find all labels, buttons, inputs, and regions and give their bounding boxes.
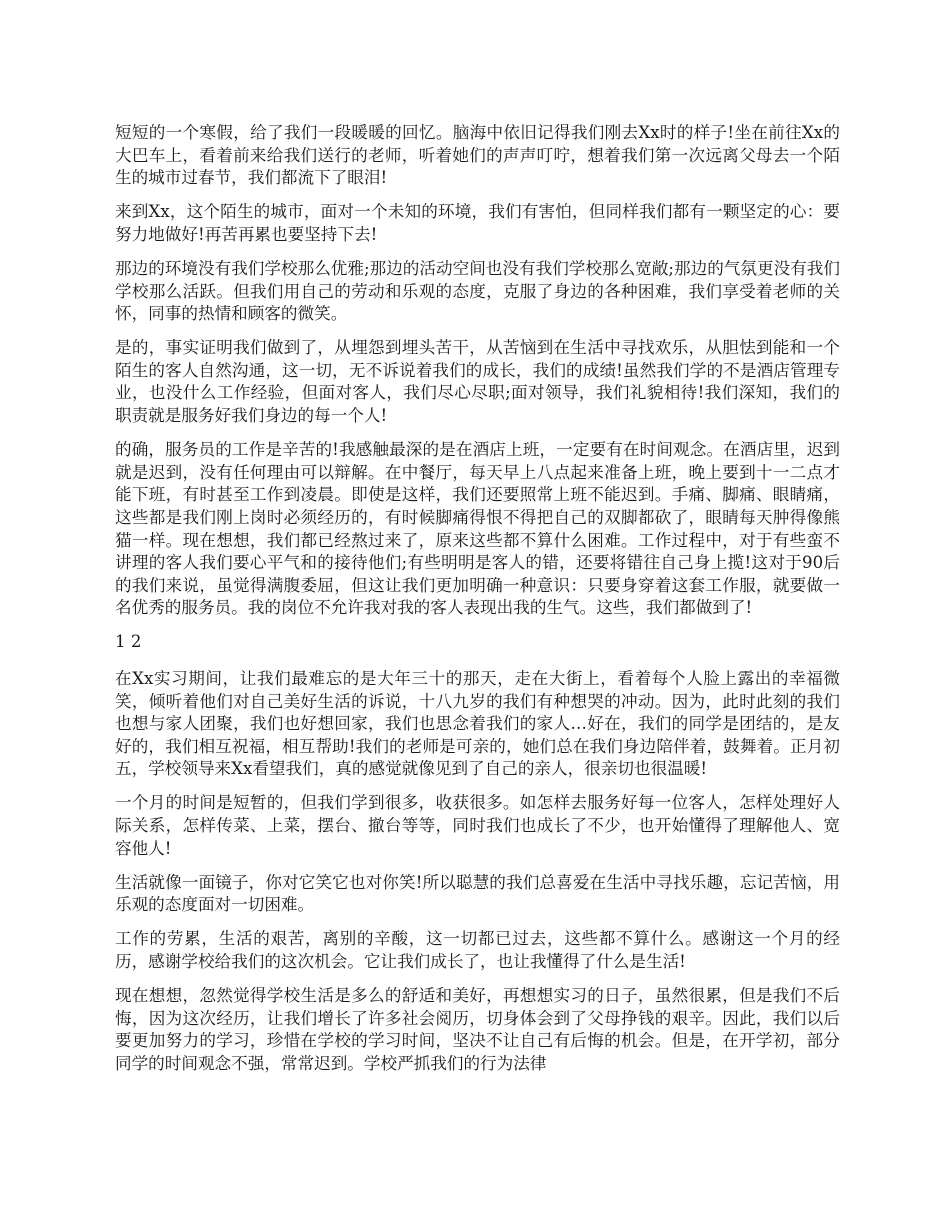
paragraph: 一个月的时间是短暂的，但我们学到很多，收获很多。如怎样去服务好每一位客人，怎样处理好人际关系，怎样传菜、上菜，摆台、撤台等等，同时我们也成长了不少，也开始懂得了理解他人、宽容他人! <box>115 793 840 858</box>
paragraph: 生活就像一面镜子，你对它笑它也对你笑!所以聪慧的我们总喜爱在生活中寻找乐趣，忘记苦恼，用乐观的态度面对一切困难。 <box>115 872 840 915</box>
paragraph: 那边的环境没有我们学校那么优雅;那边的活动空间也没有我们学校那么宽敞;那边的气氛更没有我们学校那么活跃。但我们用自己的劳动和乐观的态度，克服了身边的各种困难，我们享受着老师的关怀，同事的热情和顾客的微笑。 <box>115 258 840 324</box>
paragraph: 是的，事实证明我们做到了，从埋怨到埋头苦干，从苦恼到在生活中寻找欢乐，从胆怯到能和一个陌生的客人自然沟通，这一切，无不诉说着我们的成长，我们的成绩!虽然我们学的不是酒店管理专业，也没什么工作经验，但面对客人，我们尽心尽职;面对领导，我们礼貌相待!我们深知，我们的职责就是服务好我们身边的每一个人! <box>115 338 840 426</box>
paragraph: 来到Xx，这个陌生的城市，面对一个未知的环境，我们有害怕，但同样我们都有一颗坚定的心：要努力地做好!再苦再累也要坚持下去! <box>115 202 840 244</box>
paragraph: 现在想想，忽然觉得学校生活是多么的舒适和美好，再想想实习的日子，虽然很累，但是我们不后悔，因为这次经历，让我们增长了许多社会阅历，切身体会到了父母挣钱的艰辛。因此，我们以后要更加努力的学习，珍惜在学校的学习时间，坚决不让自己有后悔的机会。但是，在开学初，部分同学的时间观念不强，常常迟到。学校严抓我们的行为法律 <box>115 986 840 1073</box>
document-body <box>115 122 840 1087</box>
paragraph: 的确，服务员的工作是辛苦的!我感触最深的是在酒店上班，一定要有在时间观念。在酒店里，迟到就是迟到，没有任何理由可以辩解。在中餐厅，每天早上八点起来准备上班，晚上要到十一二点才能下班，有时甚至工作到凌晨。即使是这样，我们还要照常上班不能迟到。手痛、脚痛、眼睛痛，这些都是我们刚上岗时必须经历的，有时候脚痛得恨不得把自己的双脚都砍了，眼睛每天肿得像熊猫一样。现在想想，我们都已经熬过来了，原来这些都不算什么困难。工作过程中，对于有些蛮不讲理的客人我们要心平气和的接待他们;有些明明是客人的错，还要将错往自己身上揽!这对于90后的我们来说，虽觉得满腹委屈，但这让我们更加明确一种意识：只要身穿着这套工作服，就要做一名优秀的服务员。我的岗位不允许我对我的客人表现出我的生气。这些，我们都做到了! <box>115 440 840 618</box>
paragraph: 短短的一个寒假，给了我们一段暖暖的回忆。脑海中依旧记得我们刚去Xx时的样子!坐在前往Xx的大巴车上，看着前来给我们送行的老师，听着她们的声声叮咛，想着我们第一次远离父母去一个陌生的城市过春节，我们都流下了眼泪! <box>115 123 840 188</box>
paragraph: 工作的劳累，生活的艰苦，离别的辛酸，这一切都已过去，这些都不算什么。感谢这一个月的经历，感谢学校给我们的这次机会。它让我们成长了，也让我懂得了什么是生活! <box>115 929 840 971</box>
page-number-marker: 1 2 <box>115 632 142 652</box>
paragraph: 在Xx实习期间，让我们最难忘的是大年三十的那天，走在大街上，看着每个人脸上露出的幸福微笑，倾听着他们对自己美好生活的诉说，十八九岁的我们有种想哭的冲动。因为，此时此刻的我们也想与家人团聚，我们也好想回家，我们也思念着我们的家人…好在，我们的同学是团结的，是友好的，我们相互祝福，相互帮助!我们的老师是可亲的，她们总在我们身边陪伴着，鼓舞着。正月初五，学校领导来Xx看望我们，真的感觉就像见到了自己的亲人，很亲切也很温暖! <box>115 668 840 779</box>
